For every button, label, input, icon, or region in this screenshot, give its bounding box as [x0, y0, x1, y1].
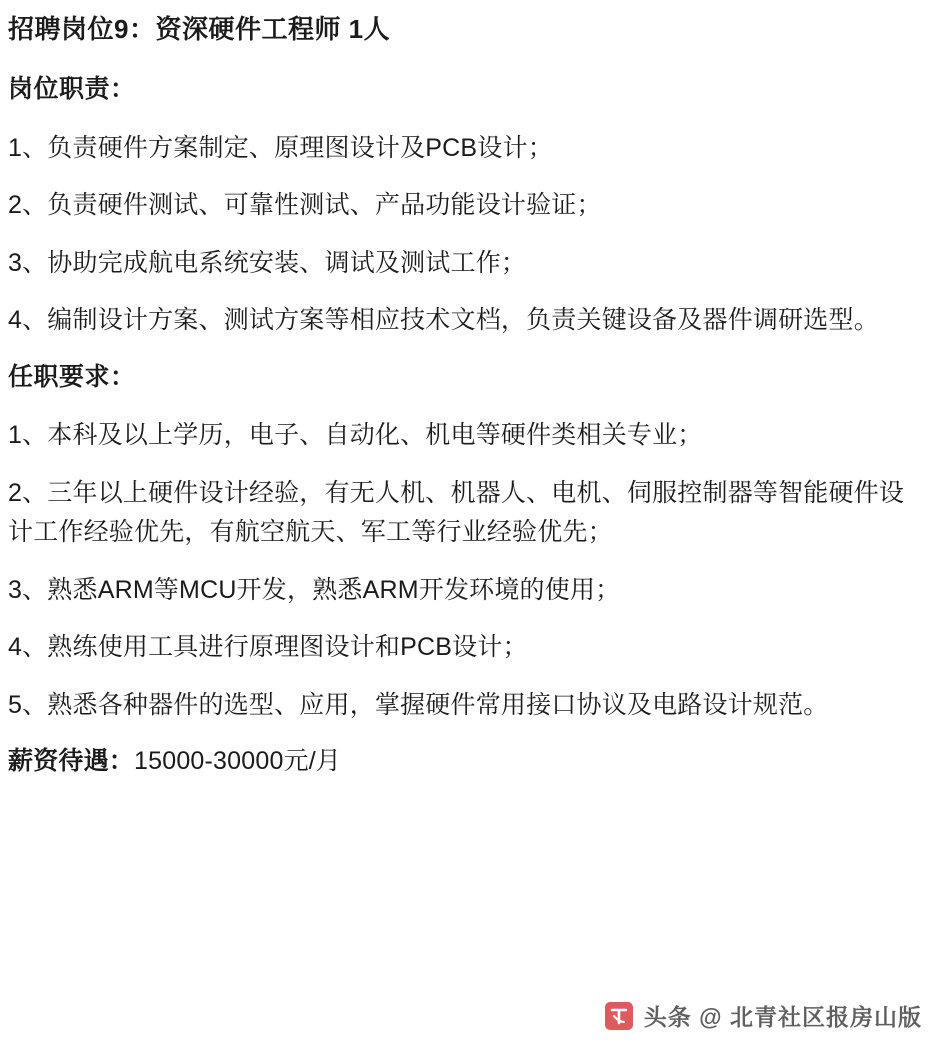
- watermark-label: 头条 @ 北青社区报房山版: [643, 1004, 922, 1030]
- salary-value: 15000-30000元/月: [134, 747, 342, 775]
- requirement-item-5: 5、熟悉各种器件的选型、应用，掌握硬件常用接口协议及电路设计规范。: [8, 690, 829, 719]
- requirement-item-4: 4、熟练使用工具进行原理图设计和PCB设计；: [8, 633, 528, 661]
- requirement-item-2: 2、三年以上硬件设计经验，有无人机、机器人、电机、伺服控制器等智能硬件设计工作经验优先，有航空航天、军工等行业经验优先；: [8, 478, 905, 546]
- duty-item-4: 4、编制设计方案、测试方案等相应技术文档，负责关键设备及器件调研选型。: [8, 306, 879, 334]
- duty-item-2: 2、负责硬件测试、可靠性测试、产品功能设计验证；: [8, 191, 602, 219]
- page-title: 招聘岗位9：资深硬件工程师 1人: [8, 14, 391, 44]
- toutiao-logo-icon: [604, 1001, 634, 1031]
- watermark: [604, 999, 922, 1032]
- duty-item-1: 1、负责硬件方案制定、原理图设计及PCB设计；: [8, 133, 553, 162]
- section-heading-requirements: 任职要求：: [8, 362, 136, 391]
- salary-label: 薪资待遇：: [8, 747, 135, 775]
- requirement-item-3: 3、熟悉ARM等MCU开发，熟悉ARM开发环境的使用；: [8, 575, 621, 604]
- duty-item-3: 3、协助完成航电系统安装、调试及测试工作；: [8, 248, 527, 277]
- requirement-item-1: 1、本科及以上学历，电子、自动化、机电等硬件类相关专业；: [8, 421, 703, 449]
- section-heading-duties: 岗位职责：: [8, 75, 136, 103]
- salary-line: [8, 743, 926, 781]
